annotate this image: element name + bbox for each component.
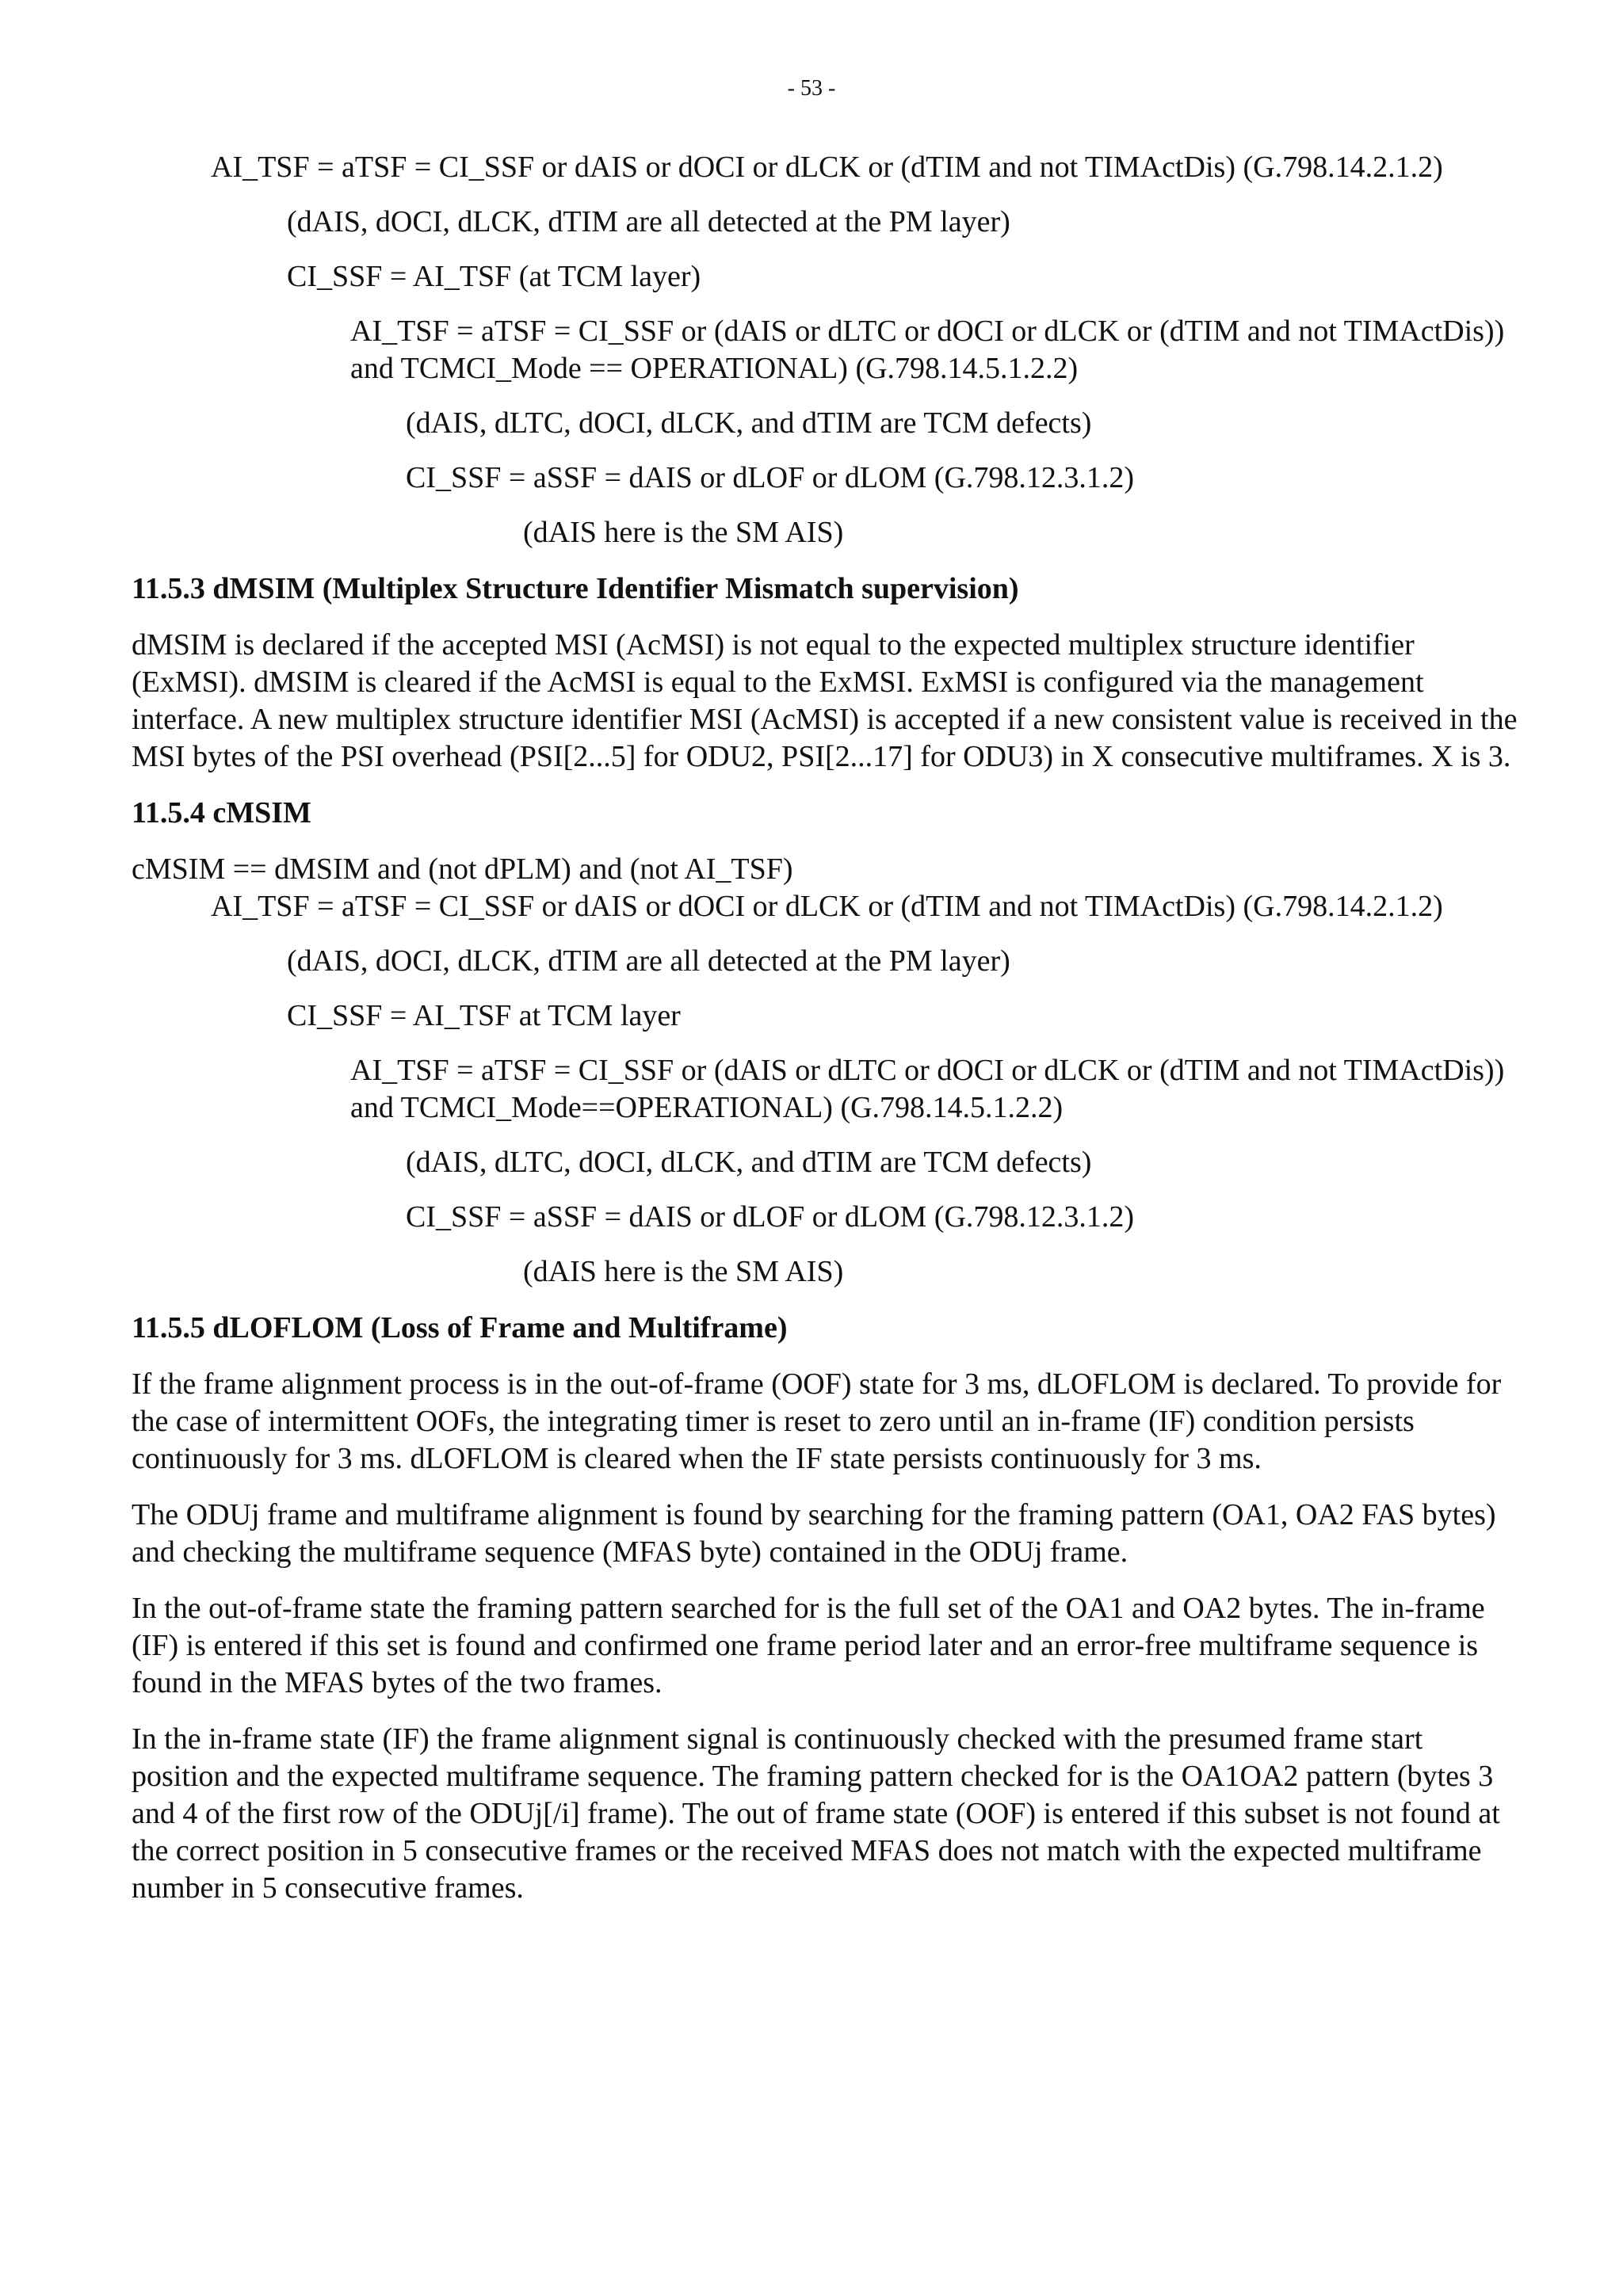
page-content	[132, 149, 1526, 1907]
formula-ci-ssf-assf: CI_SSF = aSSF = dAIS or dLOF or dLOM (G.798.12.3.1.2)	[406, 461, 1135, 494]
formula-cmsim: cMSIM == dMSIM and (not dPLM) and (not AI_TSF)	[132, 852, 793, 886]
formula-note-pm-layer: (dAIS, dOCI, dLCK, dTIM are all detected at the PM layer)	[287, 205, 1010, 238]
formula-ai-tsf-tcm: AI_TSF = aTSF = CI_SSF or (dAIS or dLTC or dOCI or dLCK or (dTIM and not TIMActDis)) and TCMCI_Mode == OPERATIONAL) (G.798.14.5.1.2.2)	[350, 315, 1505, 385]
section-heading-11-5-4: 11.5.4 cMSIM	[132, 796, 311, 830]
formula-ai-tsf: AI_TSF = aTSF = CI_SSF or dAIS or dOCI or dLCK or (dTIM and not TIMActDis) (G.798.14.2.1.2)	[211, 151, 1443, 184]
formula-note-pm-layer: (dAIS, dOCI, dLCK, dTIM are all detected at the PM layer)	[287, 944, 1010, 978]
page-number: - 53 -	[787, 76, 836, 101]
formula-note-sm-ais: (dAIS here is the SM AIS)	[523, 516, 844, 549]
formula-ci-ssf: CI_SSF = AI_TSF (at TCM layer)	[287, 260, 701, 293]
formula-ai-tsf-tcm: AI_TSF = aTSF = CI_SSF or (dAIS or dLTC or dOCI or dLCK or (dTIM and not TIMActDis)) and TCMCI_Mode==OPERATIONAL) (G.798.14.5.1.2.2)	[350, 1054, 1505, 1124]
section-paragraph: The ODUj frame and multiframe alignment is found by searching for the framing pattern (OA1, OA2 FAS bytes) and checking the multiframe sequence (MFAS byte) contained in the ODUj frame.	[132, 1498, 1496, 1569]
formula-note-tcm-defects: (dAIS, dLTC, dOCI, dLCK, and dTIM are TCM defects)	[406, 406, 1092, 440]
formula-note-tcm-defects: (dAIS, dLTC, dOCI, dLCK, and dTIM are TCM defects)	[406, 1146, 1092, 1179]
formula-ci-ssf-assf: CI_SSF = aSSF = dAIS or dLOF or dLOM (G.798.12.3.1.2)	[406, 1200, 1135, 1234]
formula-ci-ssf: CI_SSF = AI_TSF at TCM layer	[287, 999, 681, 1032]
section-paragraph: In the out-of-frame state the framing pattern searched for is the full set of the OA1 and OA2 bytes. The in-frame (IF) is entered if this set is found and confirmed one frame period later and an error-free multiframe sequence is found in the MFAS bytes of the two frames.	[132, 1592, 1485, 1699]
section-heading-11-5-5: 11.5.5 dLOFLOM (Loss of Frame and Multiframe)	[132, 1311, 788, 1344]
formula-note-sm-ais: (dAIS here is the SM AIS)	[523, 1255, 844, 1288]
section-paragraph: In the in-frame state (IF) the frame alignment signal is continuously checked with the presumed frame start position and the expected multiframe sequence. The framing pattern checked for is the OA1OA2 pattern (bytes 3 and 4 of the first row of the ODUj[/i] frame). The out of frame state (OOF) is entered if this subset is not found at the correct position in 5 consecutive frames or the received MFAS does not match with the expected multiframe number in 5 consecutive frames.	[132, 1722, 1500, 1905]
section-paragraph: dMSIM is declared if the accepted MSI (AcMSI) is not equal to the expected multiplex structure identifier (ExMSI). dMSIM is cleared if the AcMSI is equal to the ExMSI. ExMSI is configured via the management interface. A new multiplex structure identifier MSI (AcMSI) is accepted if a new consistent value is received in the MSI bytes of the PSI overhead (PSI[2...5] for ODU2, PSI[2...17] for ODU3) in X consecutive multiframes. X is 3.	[132, 628, 1518, 773]
formula-ai-tsf: AI_TSF = aTSF = CI_SSF or dAIS or dOCI or dLCK or (dTIM and not TIMActDis) (G.798.14.2.1.2)	[211, 890, 1443, 923]
section-heading-11-5-3: 11.5.3 dMSIM (Multiplex Structure Identifier Mismatch supervision)	[132, 572, 1019, 605]
section-paragraph: If the frame alignment process is in the out-of-frame (OOF) state for 3 ms, dLOFLOM is declared. To provide for the case of intermittent OOFs, the integrating timer is reset to zero until an in-frame (IF) condition persists continuously for 3 ms. dLOFLOM is cleared when the IF state persists continuously for 3 ms.	[132, 1367, 1502, 1475]
